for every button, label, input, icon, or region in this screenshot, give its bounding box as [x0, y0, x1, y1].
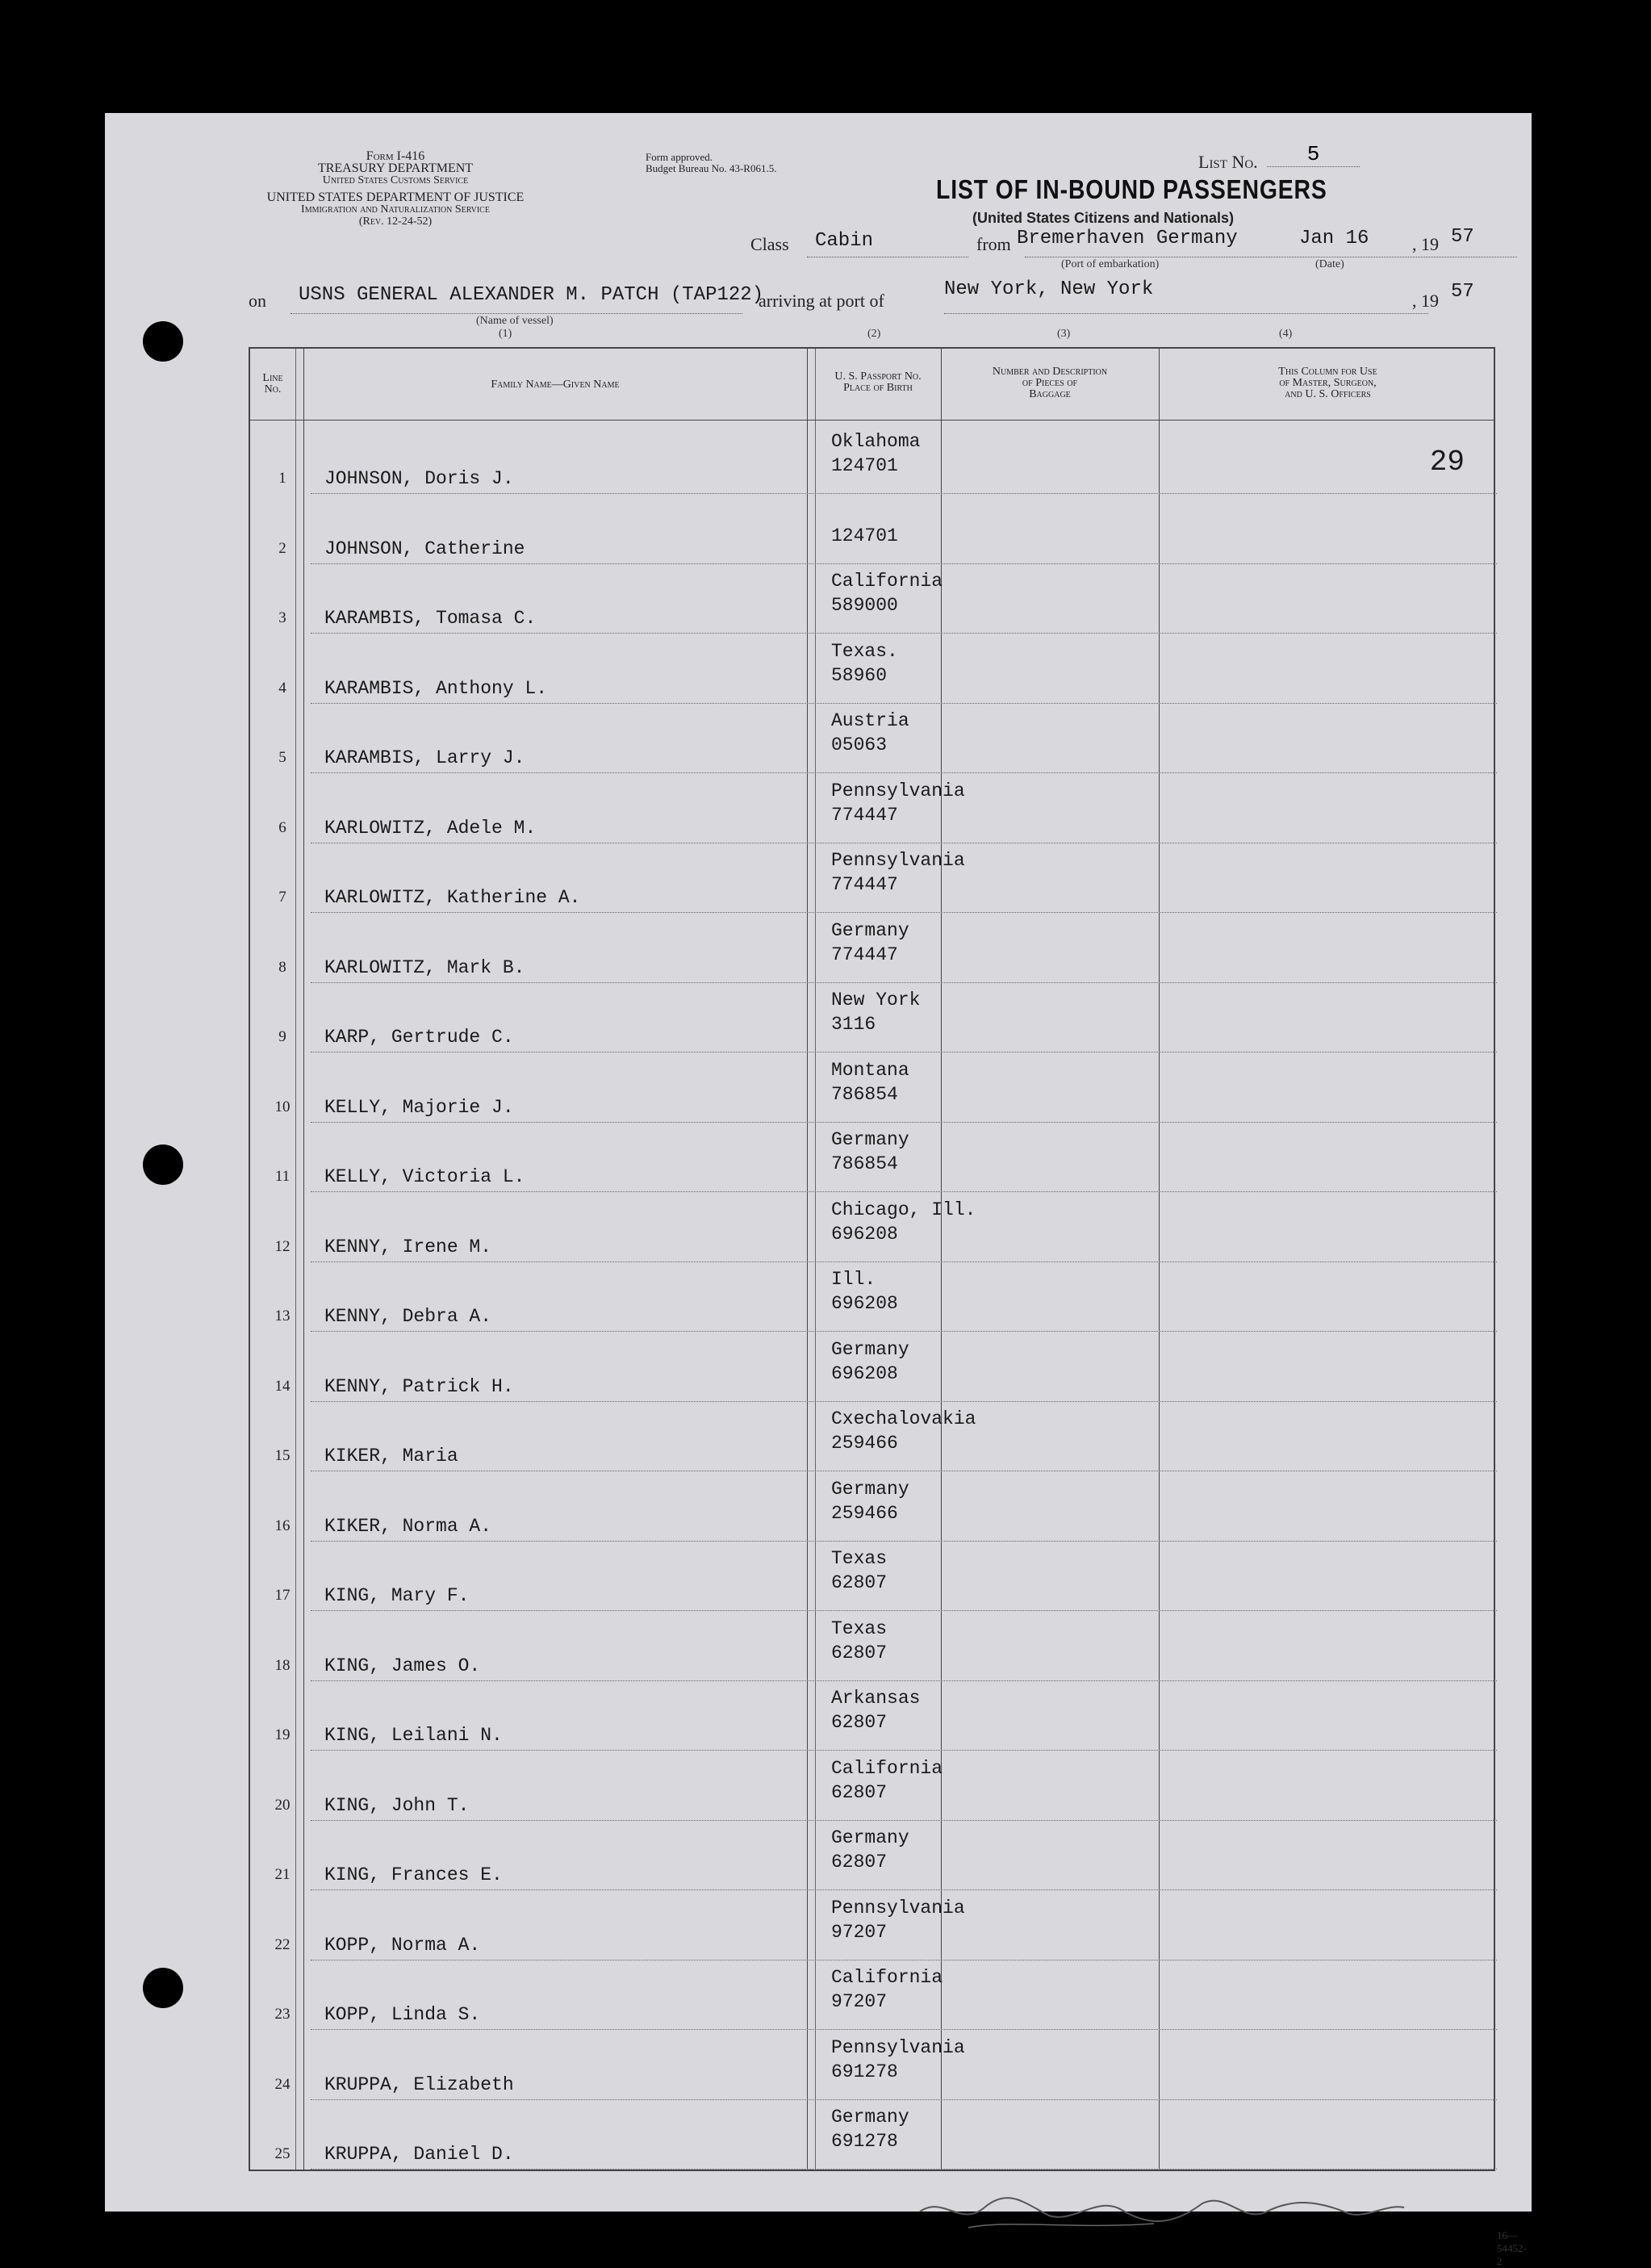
line-number: 12: [274, 1237, 290, 1255]
col-3-number: (3): [1057, 328, 1071, 340]
passport-number: 259466: [831, 1502, 898, 1524]
place-of-birth: Germany: [831, 2107, 909, 2128]
birthplace-passport: [831, 1826, 909, 1874]
line-number: 16: [274, 1517, 290, 1534]
passport-number: 05063: [831, 734, 888, 755]
agency-treasury: TREASURY DEPARTMENT: [317, 161, 474, 175]
line-number: 8: [278, 958, 286, 976]
passenger-name: KING, Frances E.: [324, 1864, 503, 1885]
passport-number: 3116: [831, 1014, 876, 1035]
arrival-port: New York, New York: [944, 278, 1154, 300]
line-number: 1: [278, 470, 286, 487]
passenger-name: KARLOWITZ, Adele M.: [324, 817, 537, 839]
birthplace-passport: [831, 848, 965, 897]
on-label: on: [249, 291, 266, 311]
form-id: Form I-416: [366, 149, 425, 163]
place-of-birth: Germany: [831, 1827, 909, 1848]
passenger-name: KENNY, Debra A.: [324, 1306, 492, 1327]
form-revision: (Rev. 12-24-52): [358, 216, 433, 228]
passenger-name: JOHNSON, Catherine: [324, 538, 525, 559]
birthplace-passport: [831, 779, 965, 827]
line-number: 17: [274, 1587, 290, 1604]
table-row: [250, 1750, 1497, 1821]
line-number: 10: [274, 1098, 290, 1115]
place-of-birth: Germany: [831, 919, 909, 941]
passenger-name: KING, Leilani N.: [324, 1725, 503, 1746]
passport-number: 124701: [831, 525, 898, 546]
place-of-birth: California: [831, 571, 943, 592]
table-row: [250, 1121, 1497, 1192]
port-embarkation: Bremerhaven Germany: [1017, 228, 1238, 249]
passport-number: 774447: [831, 804, 898, 826]
place-of-birth: Pennsylvania: [831, 1897, 965, 1919]
passenger-name: KARP, Gertrude C.: [324, 1027, 514, 1048]
arrival-year: 57: [1451, 281, 1474, 303]
col-4-number: (4): [1279, 328, 1293, 340]
place-of-birth: Germany: [831, 1129, 909, 1150]
col-header-officers: This Column for Use of Master, Surgeon, and U. S. Officers: [1278, 366, 1377, 400]
place-of-birth: Pennsylvania: [831, 780, 965, 801]
list-no-value: 5: [1267, 142, 1360, 167]
passport-number: 62807: [831, 1642, 888, 1663]
birthplace-passport: [831, 988, 920, 1036]
arrival-year-prefix: , 19: [1412, 291, 1439, 311]
table-row: [250, 1680, 1497, 1751]
birthplace-passport: [831, 1058, 909, 1107]
place-of-birth: Texas.: [831, 640, 898, 662]
passenger-name: KELLY, Victoria L.: [324, 1166, 525, 1187]
table-row: [250, 1052, 1497, 1123]
birthplace-passport: [831, 639, 898, 688]
line-number: 24: [274, 2075, 290, 2093]
place-of-birth: Germany: [831, 1338, 909, 1360]
line-number: 2: [278, 539, 286, 557]
birthplace-passport: [831, 1896, 965, 1944]
agency-justice: UNITED STATES DEPARTMENT OF JUSTICE: [266, 190, 525, 204]
place-of-birth: Texas: [831, 1548, 888, 1569]
table-row: [250, 842, 1497, 913]
col-header-name: Family Name—Given Name: [491, 379, 620, 391]
passenger-name: KIKER, Maria: [324, 1446, 458, 1467]
passport-number: 786854: [831, 1083, 898, 1105]
line-number: 25: [274, 2145, 290, 2162]
birthplace-passport: [831, 709, 909, 757]
vessel-caption: (Name of vessel): [476, 315, 554, 327]
arriving-label: arriving at port of: [759, 291, 884, 311]
table-row: [250, 1261, 1497, 1332]
passport-number: 62807: [831, 1852, 888, 1873]
birthplace-passport: [831, 1477, 909, 1525]
agency-block: [234, 150, 557, 228]
place-of-birth: Arkansas: [831, 1688, 921, 1709]
place-of-birth: Oklahoma: [831, 431, 921, 452]
place-of-birth: Ill.: [831, 1269, 876, 1290]
birthplace-passport: [831, 569, 943, 617]
passport-number: 691278: [831, 2061, 898, 2082]
class-label: Class: [750, 234, 789, 254]
passenger-name: KENNY, Irene M.: [324, 1236, 492, 1257]
place-of-birth: Montana: [831, 1059, 909, 1081]
table-row: [250, 1610, 1497, 1681]
passport-number: 62807: [831, 1781, 888, 1803]
line-number: 3: [278, 609, 286, 626]
table-row: [250, 1191, 1497, 1262]
table-row: [250, 702, 1497, 773]
passenger-name: KING, James O.: [324, 1655, 481, 1676]
list-no-label: List No.: [1198, 152, 1258, 172]
table-row: [250, 981, 1497, 1052]
passport-number: 259466: [831, 1433, 898, 1454]
col-1-number: (1): [499, 328, 512, 340]
line-number: 11: [274, 1168, 290, 1185]
line-number: 5: [278, 749, 286, 766]
form-number: 16—54452-2: [1497, 2229, 1527, 2267]
table-row: [250, 1331, 1497, 1402]
page-title: LIST OF IN-BOUND PASSENGERS: [936, 174, 1327, 204]
place-of-birth: Cxechalovakia: [831, 1408, 976, 1429]
form-content: [105, 113, 1532, 2267]
table-row: [250, 1540, 1497, 1611]
embark-date: Jan 16: [1299, 228, 1369, 249]
line-number: 22: [274, 1935, 290, 1953]
passenger-name: KENNY, Patrick H.: [324, 1375, 514, 1397]
port-embarkation-caption: (Port of embarkation): [1061, 258, 1160, 270]
vessel-name: USNS GENERAL ALEXANDER M. PATCH (TAP122): [299, 284, 764, 306]
passenger-table: [249, 347, 1495, 2171]
passenger-name: KARAMBIS, Tomasa C.: [324, 608, 537, 629]
table-row: [250, 563, 1497, 634]
table-row: [250, 912, 1497, 983]
table-row: [250, 423, 1497, 494]
birthplace-passport: [831, 1965, 943, 2014]
col-2-number: (2): [867, 328, 881, 340]
passenger-name: KARAMBIS, Larry J.: [324, 747, 525, 768]
place-of-birth: Chicago, Ill.: [831, 1199, 976, 1220]
passenger-name: KELLY, Majorie J.: [324, 1096, 514, 1118]
date-caption: (Date): [1315, 258, 1344, 270]
birthplace-passport: [831, 1198, 976, 1246]
passenger-name: KOPP, Linda S.: [324, 2004, 481, 2025]
from-label: from: [976, 234, 1011, 254]
inspector-signature: [912, 2179, 1412, 2244]
birthplace-passport: [831, 1337, 909, 1386]
birthplace-passport: [831, 918, 909, 967]
table-row: [250, 1471, 1497, 1542]
agency-ins: Immigration and Naturalization Service: [301, 203, 490, 216]
embark-year: 57: [1451, 226, 1474, 248]
line-number: 19: [274, 1726, 290, 1743]
passport-number: 696208: [831, 1293, 898, 1314]
birthplace-passport: [831, 1546, 887, 1595]
table-row: [250, 1889, 1497, 1960]
place-of-birth: California: [831, 1967, 943, 1988]
passenger-name: KARLOWITZ, Mark B.: [324, 956, 525, 978]
agency-customs: United States Customs Service: [322, 174, 469, 186]
passenger-name: KRUPPA, Elizabeth: [324, 2073, 514, 2095]
class-value: Cabin: [815, 230, 874, 252]
passport-number: 62807: [831, 1712, 888, 1733]
place-of-birth: Austria: [831, 710, 909, 731]
table-row: [250, 2099, 1497, 2170]
place-of-birth: Pennsylvania: [831, 850, 965, 871]
line-number: 21: [274, 1866, 290, 1883]
passenger-name: KRUPPA, Daniel D.: [324, 2144, 514, 2165]
passport-number: 97207: [831, 1991, 888, 2012]
passenger-name: KOPP, Norma A.: [324, 1934, 481, 1956]
passport-number: 786854: [831, 1153, 898, 1174]
passenger-name: JOHNSON, Doris J.: [324, 468, 514, 489]
passport-number: 62807: [831, 1572, 888, 1593]
birthplace-passport: [831, 2036, 965, 2084]
passenger-name: KARAMBIS, Anthony L.: [324, 677, 548, 699]
birthplace-passport: [831, 524, 898, 548]
passport-number: 124701: [831, 455, 898, 476]
passenger-name: KIKER, Norma A.: [324, 1515, 492, 1537]
line-number: 15: [274, 1447, 290, 1464]
place-of-birth: Pennsylvania: [831, 2036, 965, 2058]
birthplace-passport: [831, 1686, 920, 1734]
birthplace-passport: [831, 1267, 898, 1316]
line-number: 6: [278, 818, 286, 836]
table-row: [250, 633, 1497, 704]
line-number: 7: [278, 889, 286, 906]
birthplace-passport: [831, 2105, 909, 2153]
birthplace-passport: [831, 1617, 887, 1665]
passport-number: 774447: [831, 874, 898, 895]
line-number: 23: [274, 2006, 290, 2023]
line-number: 4: [278, 679, 286, 697]
year-prefix: , 19: [1412, 234, 1439, 254]
line-number: 14: [274, 1377, 290, 1395]
birthplace-passport: [831, 429, 920, 478]
birthplace-passport: [831, 1128, 909, 1176]
passport-number: 691278: [831, 2131, 898, 2152]
officer-note: 29: [1429, 446, 1465, 479]
place-of-birth: New York: [831, 990, 921, 1011]
col-header-baggage: Number and Description of Pieces of Baggage: [992, 366, 1108, 400]
col-header-passport: U. S. Passport No. Place of Birth: [834, 370, 922, 394]
passenger-name: KING, John T.: [324, 1794, 470, 1816]
passport-number: 696208: [831, 1223, 898, 1245]
passenger-name: KING, Mary F.: [324, 1585, 470, 1606]
col-header-line: Line No.: [262, 372, 283, 395]
place-of-birth: California: [831, 1757, 943, 1779]
line-number: 9: [278, 1028, 286, 1045]
passport-number: 589000: [831, 595, 898, 616]
table-row: [250, 493, 1497, 564]
table-row: [250, 772, 1497, 843]
birthplace-passport: [831, 1407, 976, 1455]
place-of-birth: Germany: [831, 1478, 909, 1500]
place-of-birth: Texas: [831, 1617, 888, 1639]
passport-number: 774447: [831, 944, 898, 965]
birthplace-passport: [831, 1756, 943, 1805]
line-number: 18: [274, 1656, 290, 1674]
passport-number: 696208: [831, 1362, 898, 1384]
table-row: [250, 1959, 1497, 2030]
table-row: [250, 2029, 1497, 2100]
line-number: 20: [274, 1796, 290, 1814]
page-subtitle: (United States Citizens and Nationals): [972, 210, 1235, 226]
passport-number: 97207: [831, 1921, 888, 1943]
passenger-name: KARLOWITZ, Katherine A.: [324, 887, 581, 908]
line-number: 13: [274, 1308, 290, 1324]
table-row: [250, 1819, 1497, 1890]
table-row: [250, 1400, 1497, 1471]
passport-number: 58960: [831, 664, 888, 686]
form-approval: Form approved. Budget Bureau No. 43-R061.5.: [646, 151, 777, 174]
